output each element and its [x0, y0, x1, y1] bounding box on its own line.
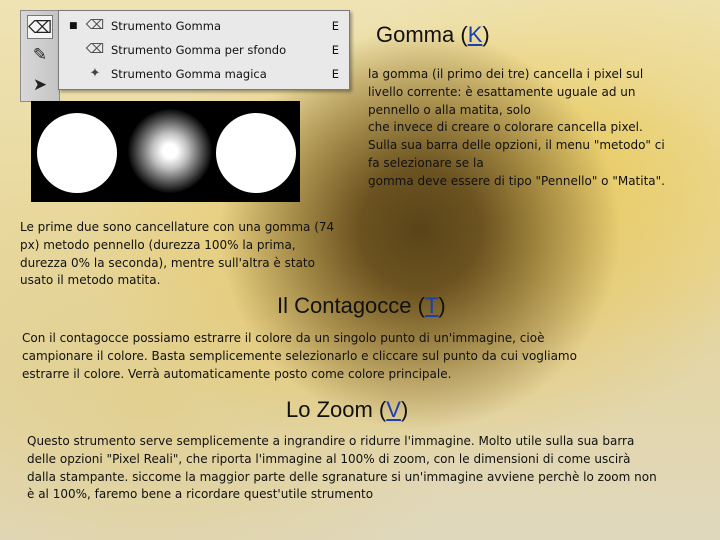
background-eraser-icon: ⌫ — [85, 42, 105, 57]
magic-eraser-icon: ✦ — [89, 66, 101, 81]
arrow-icon[interactable]: ➤ — [32, 75, 48, 95]
eraser-tool-flyout-menu — [58, 10, 350, 90]
eraser-demo-image — [31, 101, 300, 202]
zoom-heading: Lo Zoom (V) — [286, 397, 409, 422]
contagocce-shortcut-key: T — [424, 293, 439, 318]
eraser-icon: ⌫ — [85, 18, 105, 33]
contagocce-description: Con il contagocce possiamo estrarre il colore da un singolo punto di un'immagine, cioè campionare il colore. Basta semplicemente selezionarlo e cliccare sul punto da cui vogliamo estrarre il colore. Verrà automaticamente posto come colore principale. — [22, 331, 577, 381]
pencil-circle — [216, 113, 296, 193]
gomma-description: la gomma (il primo dei tre) cancella i pixel sul livello corrente: è esattamente uguale ad un pennello o alla matita, solo che invece di creare o colorare cancella pixel. Sulla sua barra delle opzioni, il menu "metodo" ci fa selezionare se la gomma deve essere di tipo "Pennello" o "Matita". — [368, 67, 665, 188]
menu-item-shortcut: E — [331, 19, 339, 33]
menu-item-shortcut: E — [331, 67, 339, 81]
pen-icon[interactable]: ✎ — [32, 45, 48, 65]
menu-item-gomma-magica[interactable] — [59, 63, 349, 85]
zoom-shortcut-key: V — [386, 397, 401, 422]
menu-item-shortcut: E — [331, 43, 339, 57]
eraser-icon[interactable]: ⌫ — [27, 15, 53, 39]
menu-item-label: Strumento Gomma magica — [111, 67, 267, 81]
tool-palette — [20, 10, 60, 102]
soft-brush-circle — [128, 109, 212, 193]
menu-item-strumento-gomma[interactable] — [59, 15, 349, 37]
selected-bullet-icon: ■ — [69, 21, 78, 31]
menu-item-label: Strumento Gomma per sfondo — [111, 43, 287, 57]
zoom-description: Questo strumento serve semplicemente a ingrandire o ridurre l'immagine. Molto utile sulla sua barra delle opzioni "Pixel Reali", che riporta l'immagine al 100% di zoom, con le dimensioni di come uscirà dalla stampante. siccome la maggior parte delle sgranature si un'immagine avviene perchè lo zoom non è al 100%, faremo bene a ricordare quest'utile strumento — [27, 434, 657, 502]
gomma-heading: Gomma (K) — [376, 22, 490, 47]
gomma-shortcut-key: K — [467, 22, 483, 47]
hard-brush-circle — [37, 113, 117, 193]
contagocce-heading: Il Contagocce (T) — [277, 293, 446, 318]
menu-item-label: Strumento Gomma — [111, 19, 221, 33]
demo-caption: Le prime due sono cancellature con una gomma (74 px) metodo pennello (durezza 100% la prima, durezza 0% la seconda), mentre sull'altra è stato usato il metodo matita. — [20, 220, 335, 288]
menu-item-gomma-per-sfondo[interactable] — [59, 39, 349, 61]
